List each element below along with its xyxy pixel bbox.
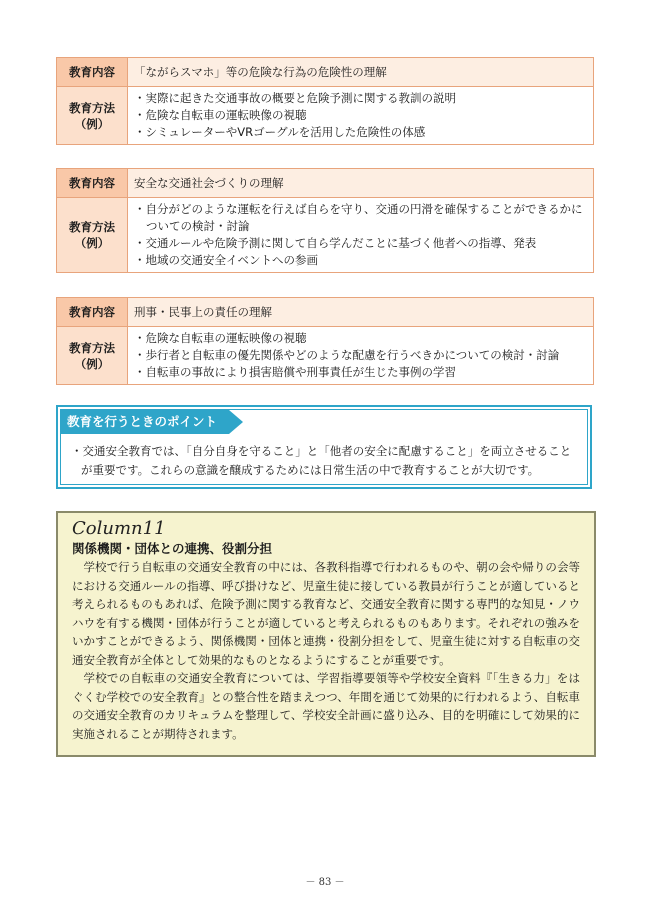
- column-paragraph: 学校で行う自転車の交通安全教育の中には、各教科指導で行われるものや、朝の会や帰りの会等における交通ルールの指導、呼び掛けなど、児童生徒に接している教員が行うことが適していると考えられるものもあれば、危険予測に関する教育など、交通安全教育に関する専門的な知見・ノウハウを有する機関・団体が行うことが適していると考えられるものもあります。それぞれの強みをいかすことができるよう、関係機関・団体と連携・役割分担をして、児童生徒に対する自転車の交通安全教育が全体として効果的なものとなるようにすることが重要です。: [72, 560, 580, 667]
- method-header: 教育方法 （例）: [57, 87, 128, 145]
- column-box: [56, 511, 596, 757]
- method-cell: [128, 327, 594, 385]
- education-table-3: [56, 297, 594, 385]
- content-text: 「ながらスマホ」等の危険な行為の危険性の理解: [128, 58, 594, 87]
- column-title: 関係機関・団体との連携、役割分担: [72, 541, 273, 556]
- content-header: 教育内容: [57, 169, 128, 198]
- column-paragraph: 学校での自転車の交通安全教育については、学習指導要領等や学校安全資料『「生きる力」をはぐくむ学校での安全教育』との整合性を踏まえつつ、年間を通じて効果的に行われるよう、自転車の交通安全教育のカリキュラムを整理して、学校安全計画に盛り込み、目的を明確にして効果的に実施されることが期待されます。: [72, 671, 580, 741]
- method-item: ・ 自転車の事故により損害賠償や刑事責任が生じた事例の学習: [134, 364, 587, 381]
- method-item: ・ 実際に起きた交通事故の概要と危険予測に関する教訓の説明: [134, 90, 587, 107]
- method-cell: [128, 198, 594, 273]
- points-title: 教育を行うときのポイント: [61, 410, 229, 434]
- method-item: ・ シミュレーターやVRゴーグルを活用した危険性の体感: [134, 124, 587, 141]
- method-item: ・ 地域の交通安全イベントへの参画: [134, 252, 587, 269]
- method-header: 教育方法 （例）: [57, 198, 128, 273]
- method-item: ・ 交通ルールや危険予測に関して自ら学んだことに基づく他者への指導、発表: [134, 235, 587, 252]
- education-table-1: [56, 57, 594, 145]
- content-header: 教育内容: [57, 298, 128, 327]
- method-item: ・ 危険な自転車の運転映像の視聴: [134, 330, 587, 347]
- method-item: ・ 危険な自転車の運転映像の視聴: [134, 107, 587, 124]
- method-cell: [128, 87, 594, 145]
- method-item: ・ 歩行者と自転車の優先関係やどのような配慮を行うべきかについての検討・討論: [134, 347, 587, 364]
- method-item: ・ 自分がどのような運転を行えば自らを守り、交通の円滑を確保することができるかについての検討・討論: [134, 201, 587, 235]
- page-number: － 83 －: [305, 877, 345, 888]
- education-table-2: [56, 168, 594, 273]
- method-header: 教育方法 （例）: [57, 327, 128, 385]
- column-label: Column11: [72, 518, 166, 539]
- content-text: 安全な交通社会づくりの理解: [128, 169, 594, 198]
- content-header: 教育内容: [57, 58, 128, 87]
- content-text: 刑事・民事上の責任の理解: [128, 298, 594, 327]
- points-box: [56, 405, 592, 489]
- points-text: ・交通安全教育では、「自分自身を守ること」と「他者の安全に配慮すること」を両立させることが重要です。これらの意識を醸成するためには日常生活の中で教育することが大切です。: [71, 444, 572, 477]
